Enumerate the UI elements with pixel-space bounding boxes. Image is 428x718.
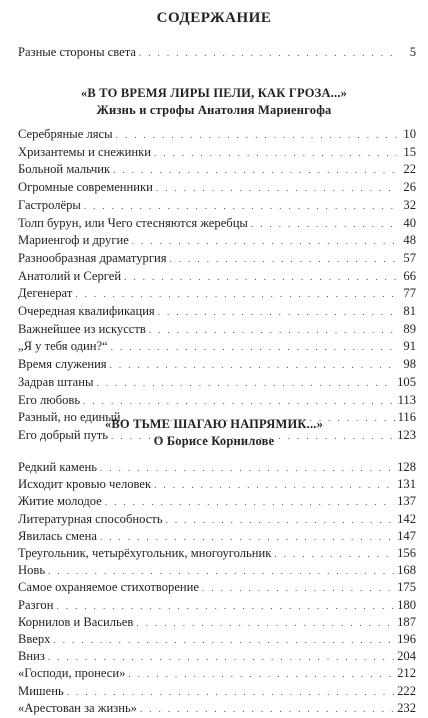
toc-entry-page: 156 (397, 546, 416, 560)
toc-entry-page: 81 (403, 304, 416, 318)
toc-entry-text: Вверх (18, 632, 51, 646)
toc-entry-page: 57 (403, 250, 416, 265)
toc-entry-text: Хризантемы и снежинки (18, 144, 151, 159)
toc-entry (18, 161, 416, 178)
toc-entry (18, 528, 416, 545)
toc-entry-page: 89 (403, 321, 416, 336)
toc-entry-page: 32 (403, 197, 416, 212)
toc-entry-page: 22 (403, 162, 416, 177)
toc-dot-leader (124, 269, 397, 286)
toc-entry-page: 168 (397, 563, 416, 578)
toc-entry (18, 511, 416, 528)
toc-entry (18, 232, 416, 249)
toc-entry-text: Больной мальчик (18, 162, 111, 177)
toc-entry-text: Гастролёры (18, 197, 81, 212)
toc-entry (18, 562, 416, 579)
toc-dot-leader (56, 598, 394, 615)
toc-entry (18, 303, 416, 320)
toc-dot-leader (132, 233, 397, 250)
toc-dot-leader (48, 649, 394, 666)
toc-entry-page: 232 (397, 700, 416, 715)
toc-dot-leader (111, 339, 397, 356)
toc-entry-text: Корнилов и Васильев (18, 614, 134, 629)
toc-dot-leader (100, 529, 394, 546)
toc-dot-leader (154, 477, 394, 494)
toc-entry-page: 10 (403, 127, 416, 141)
toc-entry-text: Разгон (18, 597, 54, 612)
toc-entry-text: Исходит кровью человек (18, 477, 152, 492)
toc-entry-page: 123 (397, 427, 416, 442)
toc-entry (18, 476, 416, 493)
toc-entry-text: «Арестован за жизнь» (18, 700, 137, 715)
toc-dot-leader (67, 684, 394, 701)
toc-entry (18, 579, 416, 596)
toc-entry-page: 187 (397, 614, 416, 629)
toc-entry-text: Редкий камень (18, 460, 97, 474)
toc-entry-page: 66 (403, 268, 416, 283)
toc-entry (18, 700, 416, 717)
toc-entry-text: Вниз (18, 649, 45, 664)
toc-entry (18, 683, 416, 700)
toc-entry-page: 147 (397, 528, 416, 543)
toc-entry-text: Дегенерат (18, 286, 73, 301)
toc-dot-leader (139, 45, 397, 62)
toc-entry (18, 597, 416, 614)
toc-dot-leader (48, 563, 394, 580)
toc-dot-leader (113, 162, 397, 179)
toc-entry-text: Серебряные лясы (18, 127, 113, 141)
toc-dot-leader (96, 375, 394, 392)
toc-entry-text: Его добрый путь (18, 427, 109, 442)
toc-dot-leader (105, 494, 394, 511)
toc-entry-text: Житие молодое (18, 494, 102, 509)
toc-dot-leader (156, 180, 397, 197)
toc-entry (18, 392, 416, 409)
section-subtitle: Жизнь и строфы Анатолия Мариенгофа (96, 103, 332, 117)
toc-entry-page: 131 (397, 477, 416, 492)
toc-entry-intro (18, 44, 416, 61)
toc-entry (18, 545, 416, 562)
toc-entry-page: 48 (403, 233, 416, 248)
toc-entry-text: «Господи, пронеси» (18, 666, 126, 681)
toc-entry-text: Явилась смена (18, 528, 97, 543)
toc-entry (18, 648, 416, 665)
toc-entry-page: 77 (403, 286, 416, 301)
toc-dot-leader (158, 304, 397, 321)
toc-entry (18, 631, 416, 648)
toc-entry-text: Анатолий и Сергей (18, 268, 122, 283)
toc-entry-text: „Я у тебя один?“ (18, 339, 108, 354)
toc-entry-page: 212 (397, 666, 416, 681)
toc-entry-page: 113 (397, 392, 416, 407)
toc-dot-leader (110, 357, 397, 374)
toc-entry (18, 338, 416, 355)
toc-dot-leader (83, 393, 394, 410)
toc-entry (18, 356, 416, 373)
toc-entry-page: 105 (397, 374, 416, 389)
toc-dot-leader (128, 666, 394, 683)
toc-dot-leader (154, 145, 397, 162)
toc-dot-leader (140, 701, 394, 718)
section-title: «ВО ТЬМЕ ШАГАЮ НАПРЯМИК...» (104, 417, 324, 431)
toc-entry (18, 321, 416, 338)
toc-entry-page: 26 (403, 180, 416, 195)
toc-entry-text: Его любовь (18, 392, 81, 407)
toc-entry-text: Треугольник, четырёхугольник, многоугольник (18, 546, 272, 560)
toc-entry (18, 614, 416, 631)
toc-entry-text: Огромные современники (18, 180, 153, 195)
toc-entry-page: 5 (409, 45, 416, 59)
toc-entry-page: 196 (397, 632, 416, 646)
toc-entry (18, 179, 416, 196)
toc-entry-page: 142 (397, 511, 416, 526)
toc-entry-text: Мариенгоф и другие (18, 233, 129, 248)
toc-entry (18, 197, 416, 214)
toc-entry-page: 91 (403, 339, 416, 354)
toc-dot-leader (53, 632, 394, 649)
toc-entry-text: Толп бурун, или Чего стесняются жеребцы (18, 215, 248, 230)
toc-entry-page: 116 (397, 410, 416, 425)
toc-entry-text: Новь (18, 563, 46, 578)
toc-entry (18, 374, 416, 391)
toc-entry-text: Очередная квалификация (18, 304, 155, 318)
page-title: СОДЕРЖАНИЕ (156, 10, 272, 26)
toc-entry-page: 222 (397, 683, 416, 698)
toc-entry (18, 665, 416, 682)
toc-entry-page: 137 (397, 494, 416, 509)
toc-dot-leader (100, 460, 394, 477)
toc-entry (18, 144, 416, 161)
toc-entry-text: Разный, но единый (18, 410, 121, 425)
toc-dot-leader (274, 546, 394, 563)
toc-dot-leader (202, 580, 394, 597)
toc-dot-leader (251, 216, 397, 233)
toc-entry-page: 15 (403, 144, 416, 159)
toc-entry-text: Время служения (18, 357, 107, 372)
toc-entry-text: Разные стороны света (18, 45, 136, 59)
toc-entry-page: 204 (397, 649, 416, 664)
toc-entry-text: Разнообразная драматургия (18, 250, 167, 265)
toc-entry-page: 175 (397, 580, 416, 595)
toc-dot-leader (116, 127, 397, 144)
toc-dot-leader (136, 615, 394, 632)
toc-entry (18, 268, 416, 285)
toc-entry-text: Самое охраняемое стихотворение (18, 580, 199, 595)
toc-entry-text: Задрав штаны (18, 374, 94, 389)
toc-entry-page: 128 (397, 460, 416, 474)
section-title: «В ТО ВРЕМЯ ЛИРЫ ПЕЛИ, КАК ГРОЗА...» (80, 86, 348, 100)
section-subtitle: О Борисе Корнилове (153, 434, 275, 448)
toc-entry (18, 250, 416, 267)
toc-dot-leader (149, 322, 397, 339)
toc-dot-leader (166, 512, 395, 529)
toc-entry (18, 285, 416, 302)
toc-entry-text: Важнейшее из искусств (18, 321, 146, 336)
toc-entry (18, 493, 416, 510)
toc-entry (18, 215, 416, 232)
toc-entry-text: Мишень (18, 683, 64, 698)
toc-dot-leader (75, 286, 397, 303)
toc-entry-page: 98 (403, 357, 416, 372)
toc-entry-page: 180 (397, 597, 416, 612)
toc-entry (18, 126, 416, 143)
toc-entry (18, 459, 416, 476)
toc-entry-text: Литературная способность (18, 511, 163, 526)
toc-entry-page: 40 (403, 215, 416, 230)
toc-dot-leader (170, 251, 397, 268)
toc-dot-leader (84, 198, 397, 215)
